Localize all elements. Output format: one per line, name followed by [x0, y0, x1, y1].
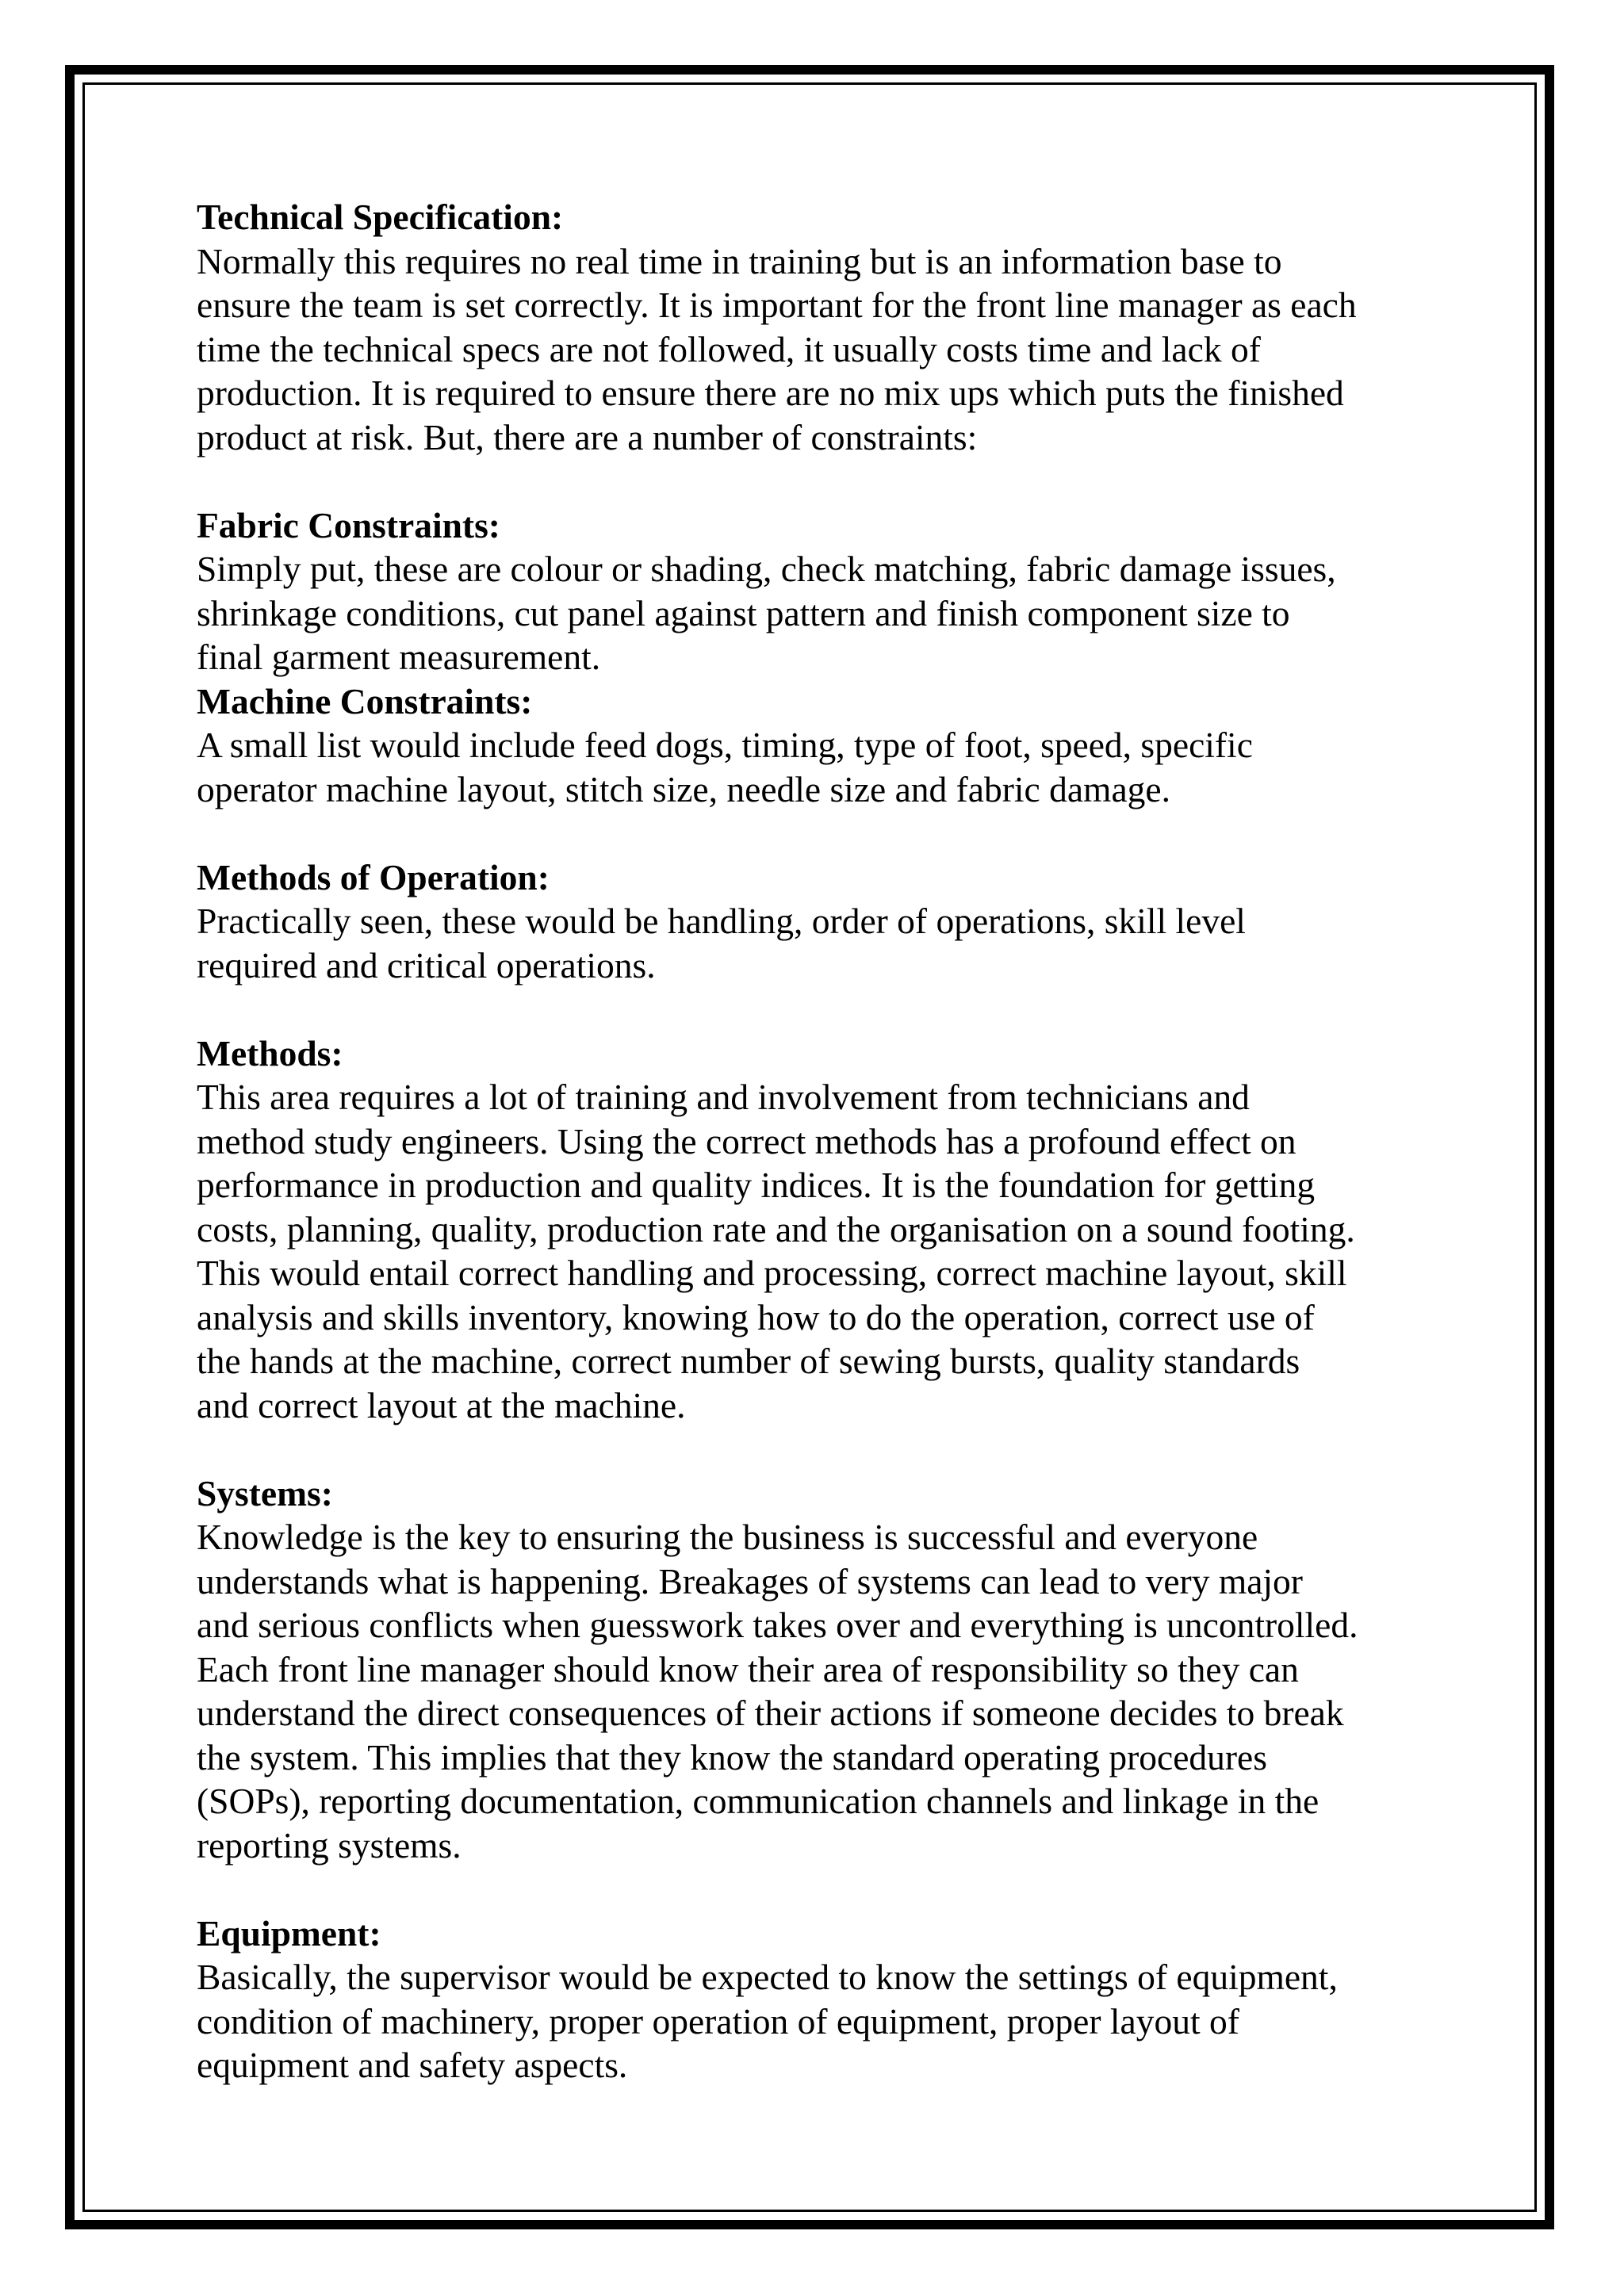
paragraph-line: product at risk. But, there are a number of constraints:: [197, 416, 978, 457]
section-heading: Equipment:: [197, 1912, 381, 1954]
paragraph-line: Knowledge is the key to ensuring the business is successful and everyone: [197, 1517, 1258, 1557]
paragraph-line: Each front line manager should know their area of responsibility so they can: [197, 1648, 1299, 1689]
section-heading: Technical Specification:: [197, 197, 564, 237]
paragraph-line: A small list would include feed dogs, timing, type of foot, speed, specific: [197, 725, 1253, 765]
paragraph-line: condition of machinery, proper operation of equipment, proper layout of: [197, 2000, 1239, 2042]
paragraph-line: operator machine layout, stitch size, needle size and fabric damage.: [197, 768, 1170, 809]
paragraph-line: the hands at the machine, correct number of sewing bursts, quality standards: [197, 1341, 1300, 1381]
paragraph-line: final garment measurement.: [197, 637, 601, 677]
paragraph-line: shrinkage conditions, cut panel against pattern and finish component size to: [197, 592, 1290, 633]
paragraph-line: analysis and skills inventory, knowing how to do the operation, correct use of: [197, 1296, 1315, 1337]
section-methods-of-operation: [197, 855, 1465, 988]
paragraph-line: and correct layout at the machine.: [197, 1384, 686, 1425]
paragraph-line: ensure the team is set correctly. It is important for the front line manager as each: [197, 285, 1357, 325]
section-spacer: [197, 1427, 1465, 1471]
section-spacer: [197, 811, 1465, 855]
section-heading: Methods:: [197, 1032, 343, 1073]
paragraph-line: This would entail correct handling and processing, correct machine layout, skill: [197, 1253, 1347, 1293]
paragraph-line: equipment and safety aspects.: [197, 2045, 628, 2085]
section-methods: [197, 1031, 1465, 1428]
section-spacer: [197, 987, 1465, 1031]
paragraph-line: This area requires a lot of training and involvement from technicians and: [197, 1077, 1250, 1117]
section-technical-specification: [197, 195, 1465, 459]
paragraph-line: Basically, the supervisor would be expected to know the settings of equipment,: [197, 1957, 1338, 1997]
paragraph-line: understand the direct consequences of their actions if someone decides to break: [197, 1693, 1344, 1733]
section-systems: [197, 1471, 1465, 1868]
paragraph-line: production. It is required to ensure there are no mix ups which puts the finished: [197, 373, 1344, 413]
paragraph-line: understands what is happening. Breakages of systems can lead to very major: [197, 1560, 1303, 1601]
document-body: [197, 195, 1465, 2087]
paragraph-line: reporting systems.: [197, 1824, 462, 1866]
section-fabric-constraints: [197, 503, 1465, 679]
paragraph-line: and serious conflicts when guesswork takes over and everything is uncontrolled.: [197, 1605, 1358, 1645]
paragraph-line: (SOPs), reporting documentation, communication channels and linkage in the: [197, 1781, 1320, 1821]
paragraph-line: costs, planning, quality, production rate and the organisation on a sound footing.: [197, 1208, 1355, 1249]
section-heading: Fabric Constraints:: [197, 504, 500, 545]
paragraph-line: required and critical operations.: [197, 944, 656, 985]
paragraph-line: Normally this requires no real time in training but is an information base to: [197, 240, 1282, 281]
section-spacer: [197, 1867, 1465, 1911]
paragraph-line: the system. This implies that they know the standard operating procedures: [197, 1736, 1267, 1777]
paragraph-line: method study engineers. Using the correct methods has a profound effect on: [197, 1120, 1297, 1161]
paragraph-line: Practically seen, these would be handling, order of operations, skill level: [197, 901, 1246, 941]
section-equipment: [197, 1911, 1465, 2087]
section-heading: Machine Constraints:: [197, 680, 533, 721]
section-spacer: [197, 459, 1465, 503]
section-heading: Systems:: [197, 1472, 333, 1513]
paragraph-line: performance in production and quality indices. It is the foundation for getting: [197, 1165, 1316, 1205]
paragraph-line: time the technical specs are not followed, it usually costs time and lack of: [197, 328, 1261, 369]
paragraph-line: Simply put, these are colour or shading, check matching, fabric damage issues,: [197, 549, 1336, 589]
section-heading: Methods of Operation:: [197, 856, 550, 897]
section-machine-constraints: [197, 679, 1465, 812]
